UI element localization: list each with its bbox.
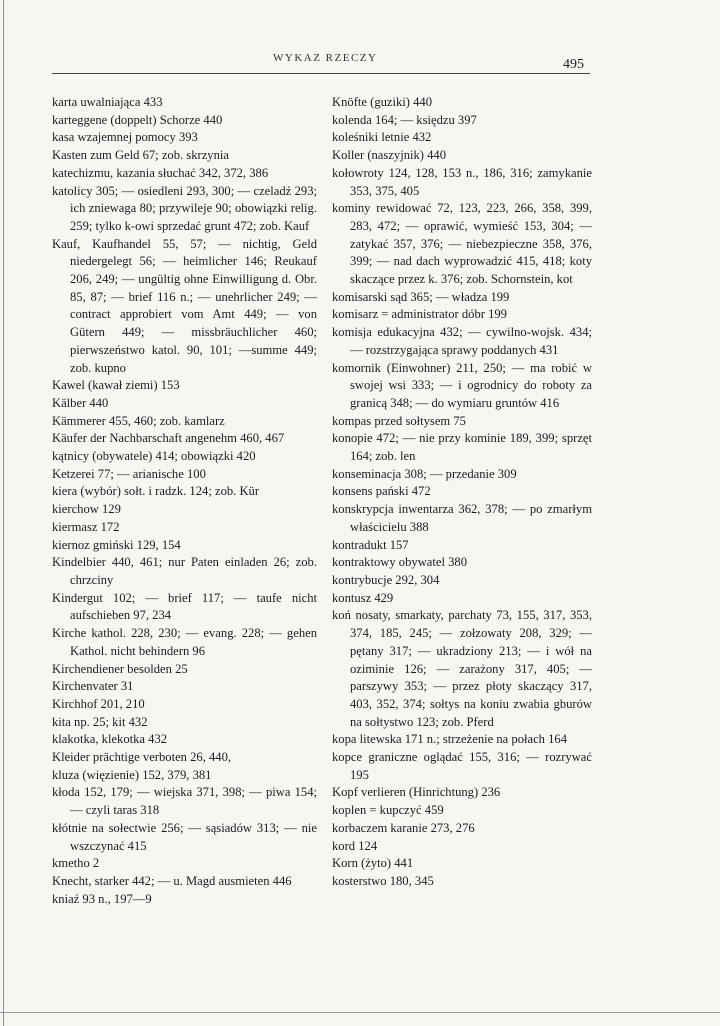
index-entry: Kleider prächtige verboten 26, 440, [52,750,232,765]
index-entry: kosterstwo 180, 345 [332,873,434,888]
index-entry: kasa wzajemnej pomocy 393 [52,130,198,145]
index-entry: klakotka, klekotka 432 [52,732,168,747]
index-entry: komornik (Einwohner) 211, 250; — ma robić w swojej wsi 333; — i ogrodnicy do roboty za granicą 348; — do wymiaru gruntów 416 [332,360,592,410]
index-entry: kita np. 25; kit 432 [52,714,148,729]
index-entry: komisja edukacyjna 432; — cywilno-wojsk. 434; — rozstrzygająca sprawy poddanych 431 [332,325,592,357]
index-entry: karta uwalniająca 433 [52,95,163,109]
index-entry: konsens pański 472 [332,484,431,499]
index-entry: Koller (naszyjnik) 440 [332,148,447,163]
index-entry: kątnicy (obywatele) 414; obowiązki 420 [52,449,256,464]
index-entry: Kirchenvater 31 [52,679,134,694]
index-entry: Kälber 440 [52,395,109,410]
index-entry: koplen = kupczyć 459 [332,803,444,818]
index-entry: kmetho 2 [52,856,100,871]
index-entry: Kindelbier 440, 461; nur Paten einladen 26; zob. chrzciny [52,555,317,587]
index-entry: koń nosaty, smarkaty, parchaty 73, 155, 317, 353, 374, 185, 245; — zołzowaty 208, 329; — pętany 317; — ukradziony 213; — i wół na oziminie 126; — zarażony 317, 405; — parszywy 353; — przez płoty skaczący 317, 403, 352, 374; sołtys na koniu zwabia gburów na sołtystwo 123; zob. Pferd [332,608,592,729]
index-entry: kopa litewska 171 n.; strzeżenie na połach 164 [332,732,568,747]
index-entry: Kauf, Kaufhandel 55, 57; — nichtig, Geld niedergelegt 56; — heimlicher 146; Reukauf 206, 249; — ungültig ohne Einwilligung d. Obr. 85, 87; — brief 116 n.; — unehrlicher 249; — contract approbiert vom Amt 449; — von Gütern 449; — missbräuchlicher 460; pierwszeństwo katol. 90, 101; —summe 449; zob. kupno [52,236,317,375]
index-entry: Kirchhof 201, 210 [52,696,145,711]
index-entry: konopie 472; — nie przy kominie 189, 399; sprzęt 164; zob. len [332,431,592,464]
index-entry: Kirchendiener besolden 25 [52,661,188,676]
index-entry: kłótnie na sołectwie 256; — sąsiadów 313; — nie wszczynać 415 [52,820,317,853]
index-entry: kontrybucje 292, 304 [332,572,440,587]
index-entry: kontradukt 157 [332,537,409,552]
index-entry: kopce graniczne oglądać 155, 316; — rozrywać 195 [332,750,592,782]
index-entry: Kirche kathol. 228, 230; — evang. 228; — gehen Kathol. nicht behindern 96 [52,626,317,658]
index-entry: kierchow 129 [52,502,121,517]
index-entry: kiernoz gmiński 129, 154 [52,537,181,552]
index-entry: kontraktowy obywatel 380 [332,555,468,570]
index-entry: komisarski sąd 365; — władza 199 [332,289,510,304]
index-entry: karteggene (doppelt) Schorze 440 [52,112,223,127]
index-entry: Knecht, starker 442; — u. Magd ausmieten 446 [52,873,292,888]
running-header: WYKAZ RZECZY [273,52,378,64]
index-entry: kontusz 429 [332,590,394,605]
index-entry: Kawel (kawał ziemi) 153 [52,378,180,393]
index-entry: Ketzerei 77; — arianische 100 [52,466,206,481]
index-entry: konskrypcja inwentarza 362, 378; — po zmarłym właścicielu 388 [332,502,592,534]
index-entry: katolicy 305; — osiedleni 293, 300; — czeladź 293; ich zniewaga 80; przywileje 90; obowiązki relig. 259; tylko k-owi sprzedać grunt 472; zob. Kauf [52,183,317,233]
index-entry: Kindergut 102; — brief 117; — taufe nicht aufschieben 97, 234 [52,590,317,623]
index-entry: Kämmerer 455, 460; zob. kamlarz [52,413,225,428]
index-entry: Korn (żyto) 441 [332,856,414,871]
index-entry: kolenda 164; — księdzu 397 [332,112,477,127]
index-entry: Käufer der Nachbarschaft angenehm 460, 467 [52,431,285,446]
page-number: 495 [563,57,584,72]
index-entry: kluza (więzienie) 152, 379, 381 [52,767,212,782]
page-bottom-rule [0,1012,720,1013]
index-entry: kniaź 93 n., 197—9 [52,891,152,906]
index-entry: Kopf verlieren (Hinrichtung) 236 [332,785,501,800]
index-entry: koleśniki letnie 432 [332,130,432,145]
index-entry: kłoda 152, 179; — wiejska 371, 398; — piwa 154; — czyli taras 318 [52,785,317,818]
index-column-left [52,94,317,908]
index-entry: kominy rewidować 72, 123, 223, 266, 358, 399, 283, 472; — oprawić, wymieść 153, 304; — zatykać 357, 376; — niebezpieczne 358, 376, 399; — nad dach wyprowadzić 415, 418; koty skaczące przez k. 376; zob. Schornstein, kot [332,201,592,287]
index-entry: kord 124 [332,838,378,853]
index-entry: Knöfte (guziki) 440 [332,95,433,109]
index-entry: kołowroty 124, 128, 153 n., 186, 316; zamykanie 353, 375, 405 [332,165,592,198]
index-column-right [332,94,592,891]
index-entry: Kasten zum Geld 67; zob. skrzynia [52,148,229,163]
index-entry: korbaczem karanie 273, 276 [332,820,475,835]
index-entry: kiermasz 172 [52,519,120,534]
header-rule [52,73,590,74]
index-entry: kompas przed sołtysem 75 [332,413,466,428]
page-edge-rule [3,0,4,1026]
index-entry: kiera (wybór) sołt. i radzk. 124; zob. Kür [52,484,260,499]
index-entry: katechizmu, kazania słuchać 342, 372, 386 [52,165,269,180]
index-entry: komisarz = administrator dóbr 199 [332,307,507,322]
index-entry: konseminacja 308; — przedanie 309 [332,466,517,481]
